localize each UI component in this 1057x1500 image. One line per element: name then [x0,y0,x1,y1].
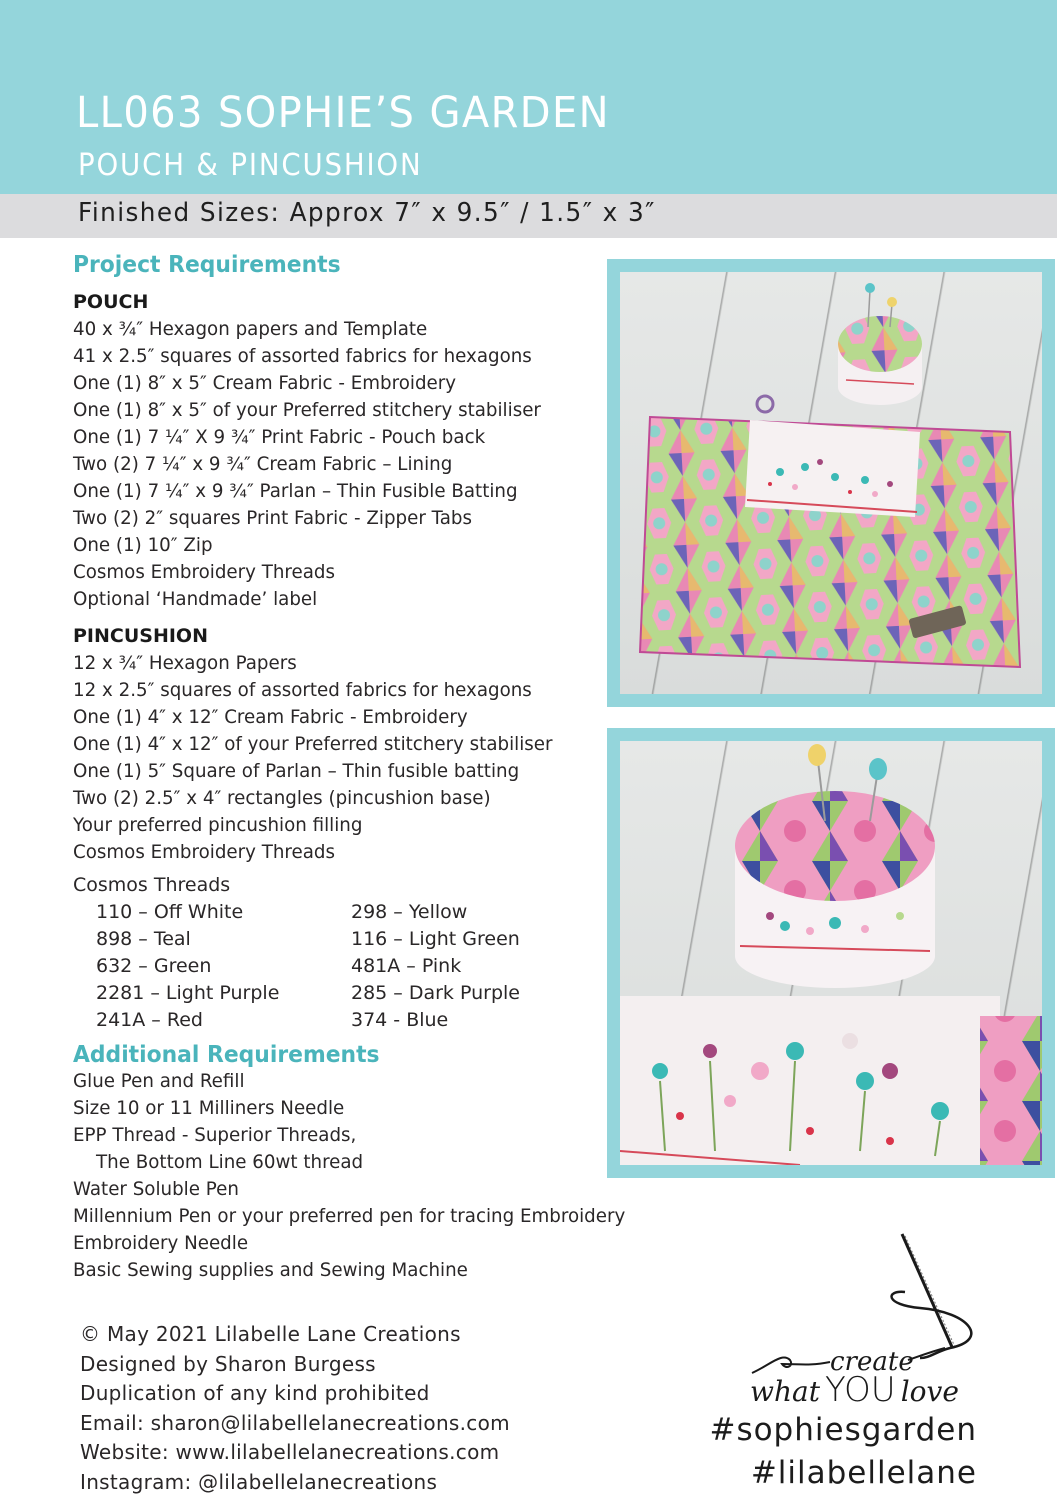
list-item: One (1) 8″ x 5″ of your Preferred stitchery stabiliser [73,399,541,421]
cosmos-threads-grid [73,899,693,1034]
footer-info [80,1320,510,1497]
photo-frame-pouch [607,259,1055,707]
thread-item: 110 – Off White [96,901,244,923]
copyright: © May 2021 Lilabelle Lane Creations [80,1322,461,1346]
list-item: 41 x 2.5″ squares of assorted fabrics for hexagons [73,345,532,367]
pattern-subtitle: POUCH & PINCUSHION [78,148,423,183]
script-love: love [900,1375,959,1408]
designer: Designed by Sharon Burgess [80,1351,376,1376]
thread-item: 632 – Green [96,955,212,977]
project-requirements-heading: Project Requirements [73,252,341,278]
pouch-heading: POUCH [73,291,149,313]
list-item: 12 x ¾″ Hexagon Papers [73,652,297,674]
script-tagline [750,1370,959,1410]
pattern-title: LL063 SOPHIE’S GARDEN [76,88,610,138]
script-you: YOU [825,1370,896,1410]
list-item: One (1) 5″ Square of Parlan – Thin fusible batting [73,760,520,782]
requirements-column [73,252,693,1284]
thread-item: 298 – Yellow [351,901,468,923]
thread-item: 898 – Teal [96,928,191,950]
list-item: Your preferred pincushion filling [73,814,363,836]
hashtag-lilabellelane: #lilabellelane [750,1455,977,1491]
instagram-link[interactable]: Instagram: @lilabellelanecreations [80,1469,438,1494]
list-item: 40 x ¾″ Hexagon papers and Template [73,318,428,340]
pouch-list [73,316,693,613]
pouch-section [73,289,693,613]
list-item: Cosmos Embroidery Threads [73,561,336,583]
pincushion-photo [620,741,1042,1165]
list-item: One (1) 7 ¼″ x 9 ¾″ Parlan – Thin Fusible Batting [73,480,518,502]
pouch-illustration [620,272,1042,694]
pincushion-list [73,650,693,866]
photo-frame-pincushion [607,728,1055,1178]
pincushion-illustration [620,741,1042,1165]
thread-item: 241A – Red [96,1009,203,1031]
list-item: Water Soluble Pen [73,1178,239,1200]
cosmos-threads-section [73,872,693,1034]
list-item: One (1) 8″ x 5″ Cream Fabric - Embroidery [73,372,457,394]
hashtag-sophiesgarden: #sophiesgarden [709,1412,977,1448]
list-item: One (1) 7 ¼″ X 9 ¾″ Print Fabric - Pouch back [73,426,486,448]
duplication-notice: Duplication of any kind prohibited [80,1381,430,1405]
list-item: Glue Pen and Refill [73,1070,245,1092]
thread-item: 116 – Light Green [351,928,520,950]
list-item: One (1) 4″ x 12″ Cream Fabric - Embroidery [73,706,468,728]
svg-text:create: create [830,1347,914,1377]
pouch-photo [620,272,1042,694]
cosmos-threads-title: Cosmos Threads [73,874,231,896]
list-item: One (1) 4″ x 12″ of your Preferred stitchery stabiliser [73,733,553,755]
list-item: Two (2) 2″ squares Print Fabric - Zipper Tabs [73,507,473,529]
additional-list [73,1068,693,1284]
list-item: Basic Sewing supplies and Sewing Machine [73,1259,468,1281]
list-item: Two (2) 7 ¼″ x 9 ¾″ Cream Fabric – Lining [73,453,453,475]
thread-item: 2281 – Light Purple [96,982,280,1004]
email-link[interactable]: Email: sharon@lilabellelanecreations.com [80,1410,510,1435]
list-item: Millennium Pen or your preferred pen for tracing Embroidery [73,1205,626,1227]
thread-item: 374 - Blue [351,1009,449,1031]
list-item: Embroidery Needle [73,1232,249,1254]
thread-item: 481A – Pink [351,955,462,977]
list-item: The Bottom Line 60wt thread [96,1151,364,1173]
pincushion-section [73,623,693,866]
thread-item: 285 – Dark Purple [351,982,520,1004]
additional-requirements-heading: Additional Requirements [73,1042,380,1068]
list-item: One (1) 10″ Zip [73,534,213,556]
needle-thread-icon [690,1230,990,1380]
script-what: what [750,1375,820,1408]
list-item: Two (2) 2.5″ x 4″ rectangles (pincushion base) [73,787,491,809]
finished-sizes: Finished Sizes: Approx 7″ x 9.5″ / 1.5″ x 3″ [78,198,656,228]
pincushion-heading: PINCUSHION [73,625,208,647]
list-item: Cosmos Embroidery Threads [73,841,336,863]
list-item: EPP Thread - Superior Threads, [73,1124,357,1146]
list-item: Optional ‘Handmade’ label [73,588,318,610]
list-item: Size 10 or 11 Milliners Needle [73,1097,345,1119]
list-item: 12 x 2.5″ squares of assorted fabrics for hexagons [73,679,532,701]
website-link[interactable]: Website: www.lilabellelanecreations.com [80,1440,500,1464]
